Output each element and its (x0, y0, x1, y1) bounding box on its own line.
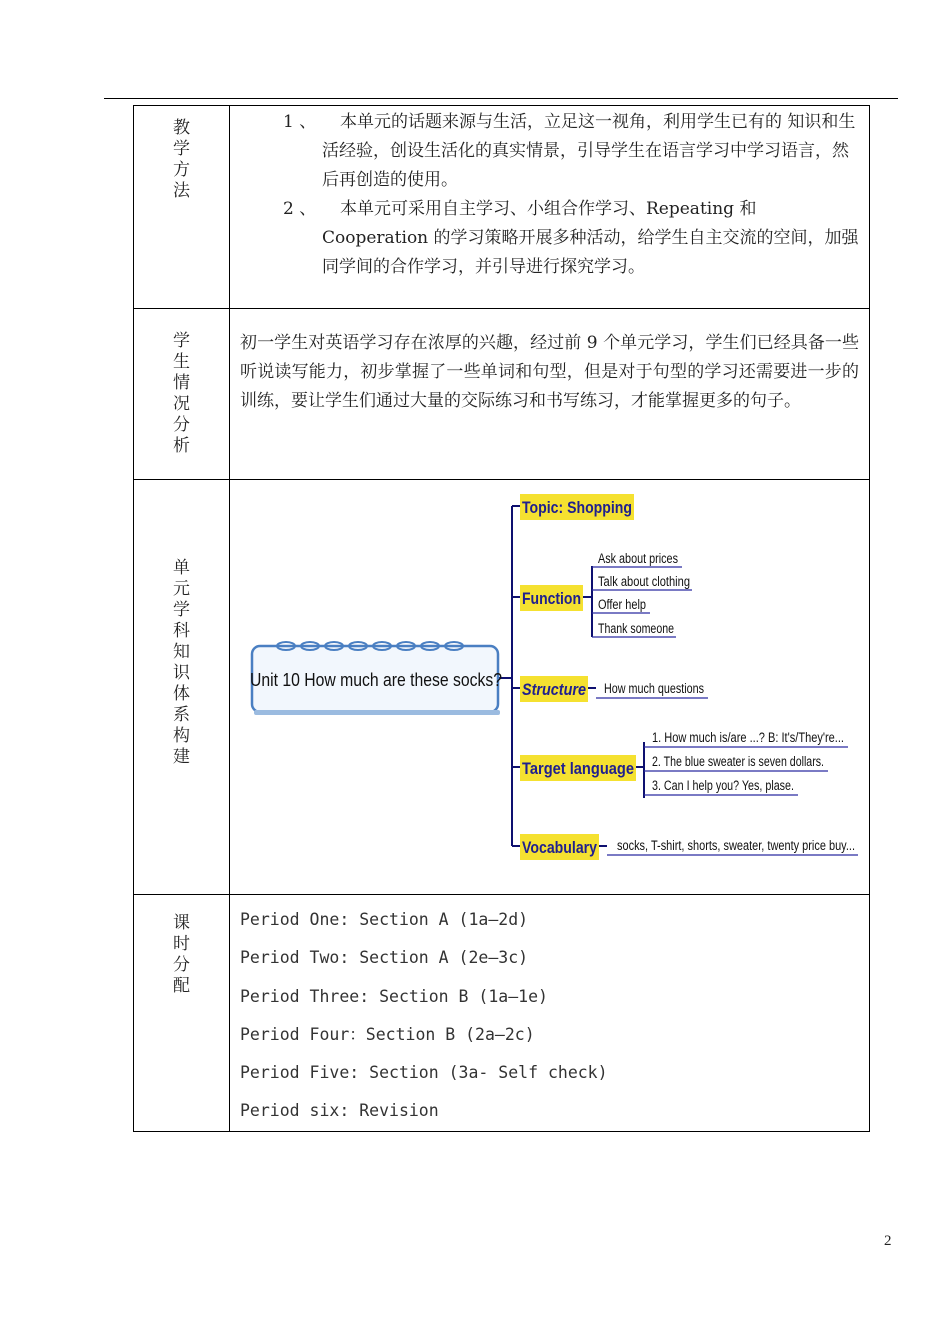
method-line: 本单元的话题来源与生活，立足这一视角，利用学生已有的 (340, 112, 782, 132)
period-item: Period Four：Section B (2a—2c) (240, 1024, 535, 1044)
period-item: Period six: Revision (240, 1101, 439, 1121)
leaf-item: Thank someone (598, 621, 674, 636)
branch-topic (520, 494, 634, 520)
periods-content-cell (230, 895, 870, 1132)
knowledge-label-cell (134, 480, 230, 895)
mind-map-svg (230, 480, 870, 894)
period-item: Period Three: Section B (1a—1e) (240, 986, 548, 1006)
center-node (250, 642, 502, 715)
branch-vocabulary-label: Vocabulary (522, 838, 598, 857)
situation-content-cell (230, 309, 870, 480)
leaf-item: 1. How much is/are ...? B: It's/They're... (652, 730, 844, 745)
situation-label-cell (134, 309, 230, 480)
page-number: 2 (884, 1233, 892, 1249)
leaf-item: 3. Can I help you? Yes, plase. (652, 778, 794, 793)
methods-label-cell (134, 106, 230, 309)
target-leaves (652, 730, 844, 793)
methods-label: 教学方法 (173, 118, 190, 201)
branch-function (520, 551, 692, 637)
leaf-item: How much questions (604, 681, 705, 696)
method-text: 知识和生活经验，创设生活化的真实情景，引导学生在语言学习中学习语言，然后再创造的使用。 (322, 112, 856, 190)
situation-text: 初一学生对英语学习存在浓厚的兴趣，经过前 9 个单元学习，学生们已经具备一些听说读写能力，初步掌握了一些单词和句型，但是对于句型的学习还需要进一步的训练，要让学生们通过大量的交际练习和书写练习，才能掌握更多的句子。 (240, 333, 859, 411)
methods-content-cell (230, 106, 870, 309)
method-item-1 (230, 108, 869, 195)
leaf-item: Offer help (598, 597, 646, 612)
method-num: 1 、 (283, 112, 317, 132)
branch-structure-label: Structure (522, 680, 586, 699)
periods-label-cell (134, 895, 230, 1132)
method-num: 2 、 (283, 199, 317, 219)
knowledge-label: 单元学科知识体系构建 (173, 558, 190, 767)
period-item: Period One: Section A (1a—2d) (240, 910, 529, 929)
method-line: 本单元可采用自主学习、小组合作学习、Repeating 和 (340, 199, 757, 219)
period-list (230, 895, 869, 1131)
methods-row (134, 106, 870, 309)
branch-vocabulary (520, 834, 858, 860)
branch-topic-label: Topic: Shopping (522, 498, 632, 517)
situation-label: 学生情况分析 (173, 331, 190, 456)
branch-structure (520, 676, 708, 702)
knowledge-content-cell (230, 480, 870, 895)
mind-map (230, 480, 869, 894)
leaf-item: socks, T-shirt, shorts, sweater, twenty price buy... (617, 838, 855, 853)
branch-target-label: Target language (522, 759, 634, 778)
periods-row (134, 895, 870, 1132)
function-leaves (598, 551, 690, 636)
header-rule (104, 98, 898, 99)
periods-label: 课时分配 (173, 913, 190, 996)
branch-function-label: Function (522, 589, 581, 608)
period-item: Period Two: Section A (2e—3c) (240, 948, 529, 968)
leaf-item: Talk about clothing (598, 574, 690, 589)
method-item-2 (230, 195, 869, 282)
situation-row (134, 309, 870, 480)
branch-target-language (520, 730, 848, 795)
knowledge-row (134, 480, 870, 895)
leaf-item: Ask about prices (598, 551, 679, 566)
center-title: Unit 10 How much are these socks? (250, 670, 502, 690)
lesson-plan-table (133, 105, 870, 1132)
leaf-item: 2. The blue sweater is seven dollars. (652, 754, 824, 769)
period-item: Period Five: Section (3a- Self check) (240, 1063, 608, 1083)
method-text: Cooperation 的学习策略开展多种活动，给学生自主交流的空间，加强同学间的合作学习，并引导进行探究学习。 (322, 228, 859, 277)
